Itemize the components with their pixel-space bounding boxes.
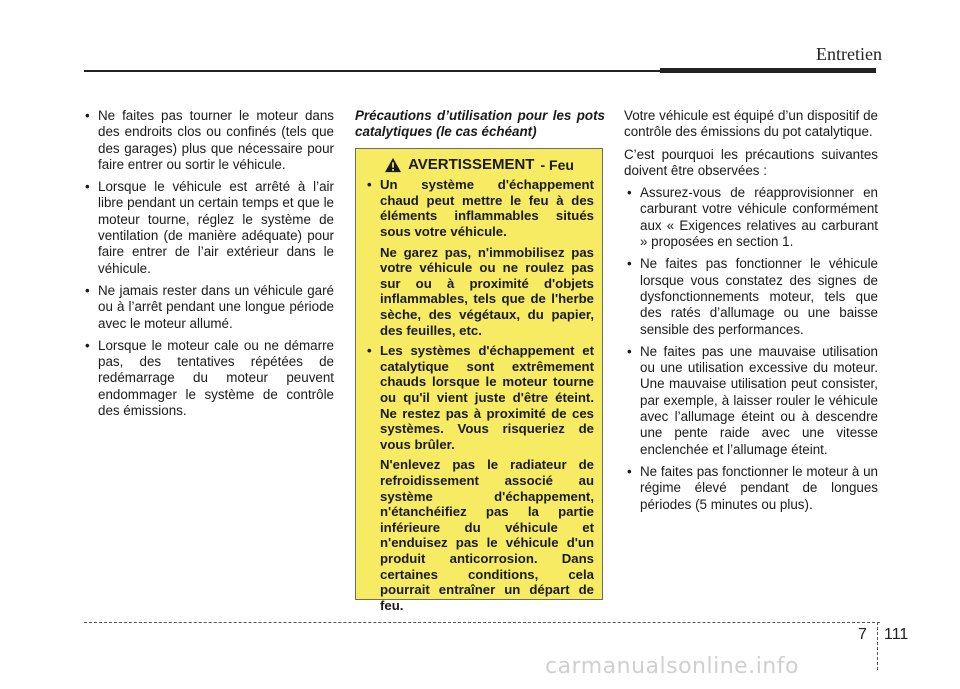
section-title: Entretien xyxy=(816,44,882,64)
header-divider-thin xyxy=(84,70,660,72)
right-column xyxy=(624,108,878,519)
warning-bullet-list xyxy=(364,343,594,452)
list-item: • Ne faites pas une mauvaise utilisation ou une utilisation excessive du moteur. Une mauvaise utilisation peut consister, par exemple, à laisser rouler le véhicule avec l’allumage éteint ou à descendre une pente raide avec une vitesse enclenchée et l’allumage éteint. xyxy=(624,344,878,458)
chapter-number: 7 xyxy=(858,626,867,643)
list-item: • Ne faites pas tourner le moteur dans des endroits clos ou confinés (tels que des garages) plus que nécessaire pour faire entrer ou sortir le véhicule. xyxy=(82,108,334,173)
warning-paragraph: N'enlevez pas le radiateur de refroidissement associé au système d'échappement, n'étanchéifiez pas la partie inférieure du véhicule et n'enduisez pas le véhicule d'un produit anticorrosion. Dans certaines conditions, cela pourrait entraîner un départ de feu. xyxy=(380,457,594,613)
list-item: • Assurez-vous de réapprovisionner en carburant votre véhicule conformément aux « Exigences relatives au carburant » proposées en section 1. xyxy=(624,185,878,250)
list-item: • Un système d'échappement chaud peut mettre le feu à des éléments inflammables situés sous votre véhicule. xyxy=(364,177,594,239)
warning-triangle-icon xyxy=(384,157,402,173)
left-column xyxy=(82,108,334,425)
footer-divider xyxy=(84,622,880,623)
warning-header xyxy=(364,157,594,173)
warning-bullet-list xyxy=(364,177,594,239)
list-item: • Ne jamais rester dans un véhicule garé ou à l’arrêt pendant une longue période avec le moteur allumé. xyxy=(82,283,334,332)
list-item: • Lorsque le moteur cale ou ne démarre pas, des tentatives répétées de redémarrage du moteur peuvent endommager le système de contrôle des émissions. xyxy=(82,338,334,419)
list-item: • Lorsque le véhicule est arrêté à l’air libre pendant un certain temps et que le moteur tourne, réglez le système de ventilation (de manière adéquate) pour faire entrer de l’air extérieur dans le véhicule. xyxy=(82,179,334,277)
header-divider-thick xyxy=(660,68,876,73)
list-item: • Ne faites pas fonctionner le moteur à un régime élevé pendant de longues périodes (5 minutes ou plus). xyxy=(624,464,878,513)
warning-paragraph: Ne garez pas, n'immobilisez pas votre véhicule ou ne roulez pas sur ou à proximité d'objets inflammables, tels que de l'herbe sèche, des végétaux, du papier, des feuilles, etc. xyxy=(380,244,594,338)
watermark: carmanualsonline.info xyxy=(545,654,799,679)
list-item: • Les systèmes d'échappement et catalytique sont extrêmement chauds lorsque le moteur tourne ou qu'il vient juste d'être éteint. Ne restez pas à proximité de ces systèmes. Vous risqueriez de vous brûler. xyxy=(364,343,594,452)
catalytic-precautions-subtitle: Précautions d’utilisation pour les pots catalytiques (le cas échéant) xyxy=(355,108,605,139)
middle-column xyxy=(355,108,605,613)
left-bullet-list xyxy=(82,108,334,419)
page-number: 111 xyxy=(884,626,909,643)
warning-title: AVERTISSEMENT xyxy=(408,156,535,173)
right-bullet-list xyxy=(624,185,878,513)
warning-subtitle: - Feu xyxy=(540,157,574,173)
precautions-paragraph: C’est pourquoi les précautions suivantes doivent être observées : xyxy=(624,146,878,178)
intro-paragraph: Votre véhicule est équipé d’un dispositif de contrôle des émissions du pot catalytique. xyxy=(624,108,878,140)
footer-vertical-divider xyxy=(877,622,878,670)
warning-box xyxy=(355,148,603,613)
list-item: • Ne faites pas fonctionner le véhicule lorsque vous constatez des signes de dysfonctionnements moteur, tels que des ratés d’allumage ou une baisse sensible des performances. xyxy=(624,256,878,337)
